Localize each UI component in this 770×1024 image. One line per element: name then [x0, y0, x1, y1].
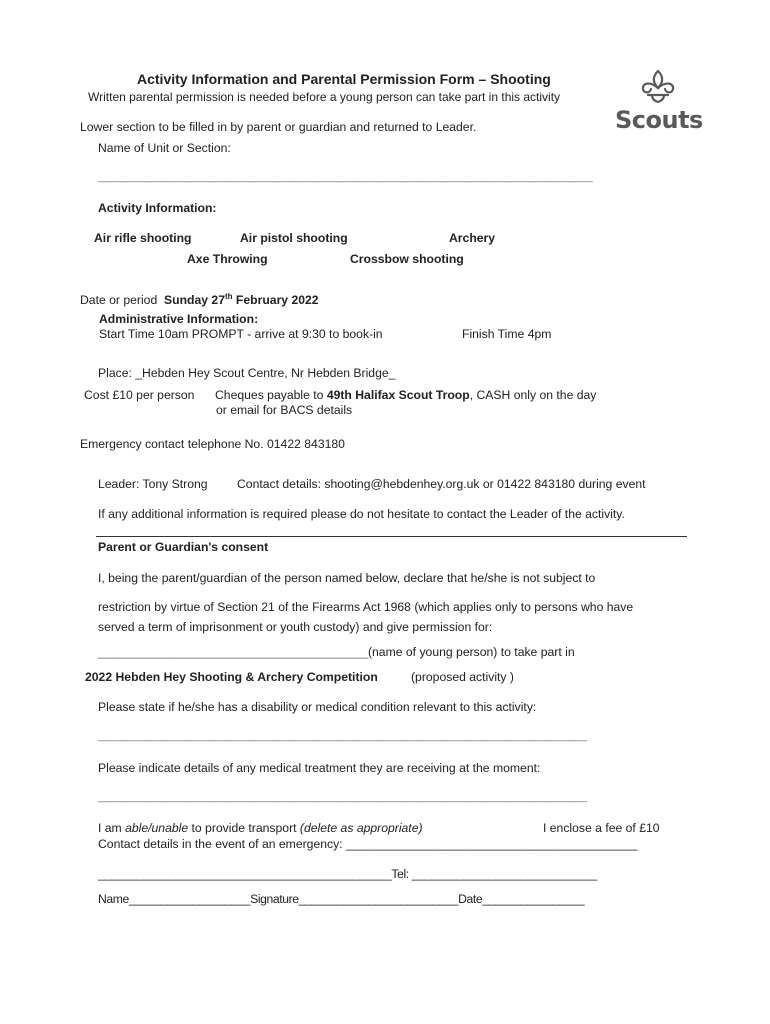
- form-subtitle: Written parental permission is needed before a young person can take part in this activity: [88, 90, 561, 104]
- unit-label: Name of Unit or Section:: [98, 141, 231, 155]
- help-note: If any additional information is required please do not hesitate to contact the Leader of the activity.: [98, 507, 625, 521]
- date-row: [80, 292, 319, 307]
- tel-field[interactable]: ______________________________________________Tel: _____________________________: [98, 867, 597, 881]
- activity-crossbow: Crossbow shooting: [350, 252, 464, 266]
- event-name: 2022 Hebden Hey Shooting & Archery Competition: [85, 670, 378, 684]
- scouts-logo: [612, 68, 708, 136]
- leader-name: Leader: Tony Strong: [98, 477, 208, 491]
- section-divider: [96, 536, 687, 537]
- unit-blank-line[interactable]: _____________________________________________________________________________________: [98, 171, 593, 183]
- bacs-info: or email for BACS details: [216, 403, 353, 417]
- start-time: Start Time 10am PROMPT - arrive at 9:30 to book-in: [99, 327, 383, 341]
- disability-blank-line[interactable]: ____________________________________________________________________________________: [98, 730, 587, 742]
- medical-blank-line[interactable]: ____________________________________________________________________________________: [98, 791, 587, 803]
- activity-air-rifle: Air rifle shooting: [94, 231, 192, 245]
- fee-statement: I enclose a fee of £10: [543, 821, 660, 835]
- disability-question: Please state if he/she has a disability or medical condition relevant to this activity:: [98, 700, 537, 714]
- emergency-phone: Emergency contact telephone No. 01422 843180: [80, 437, 345, 451]
- event-note: (proposed activity ): [411, 670, 514, 684]
- cheque-info: Cheques payable to 49th Halifax Scout Troop, CASH only on the day: [215, 388, 597, 402]
- place: Place: _Hebden Hey Scout Centre, Nr Hebden Bridge_: [98, 366, 396, 380]
- admin-heading: Administrative Information:: [99, 312, 259, 326]
- return-note: Lower section to be filled in by parent or guardian and returned to Leader.: [80, 120, 477, 134]
- young-person-field[interactable]: ___________________________________________(name of young person) to take part in: [98, 645, 575, 659]
- date-label: Date or period: [80, 293, 158, 308]
- consent-heading: Parent or Guardian's consent: [98, 540, 269, 554]
- activity-axe-throwing: Axe Throwing: [187, 252, 268, 266]
- activity-air-pistol: Air pistol shooting: [240, 231, 348, 245]
- emergency-contact-field[interactable]: Contact details in the event of an emergency: ___________________________________________: [98, 837, 638, 851]
- fleur-de-lis-icon: [636, 68, 680, 104]
- transport-statement: I am able/unable to provide transport (delete as appropriate): [98, 821, 423, 835]
- medical-question: Please indicate details of any medical treatment they are receiving at the moment:: [98, 761, 541, 775]
- consent-p1: I, being the parent/guardian of the person named below, declare that he/she is not subject to: [98, 571, 596, 585]
- activity-archery: Archery: [449, 231, 496, 245]
- leader-contact: Contact details: shooting@hebdenhey.org.uk or 01422 843180 during event: [237, 477, 646, 491]
- signature-field[interactable]: Name___________________Signature_________________________Date________________: [98, 892, 585, 906]
- finish-time: Finish Time 4pm: [462, 327, 552, 341]
- logo-wordmark: Scouts: [615, 106, 703, 134]
- consent-p2: restriction by virtue of Section 21 of the Firearms Act 1968 (which applies only to persons who have: [98, 600, 634, 614]
- activity-heading: Activity Information:: [98, 201, 217, 215]
- consent-p3: served a term of imprisonment or youth custody) and give permission for:: [98, 620, 493, 634]
- cost: Cost £10 per person: [84, 388, 195, 402]
- date-value: Sunday 27th February 2022: [164, 292, 319, 308]
- form-title: Activity Information and Parental Permission Form – Shooting: [137, 71, 551, 87]
